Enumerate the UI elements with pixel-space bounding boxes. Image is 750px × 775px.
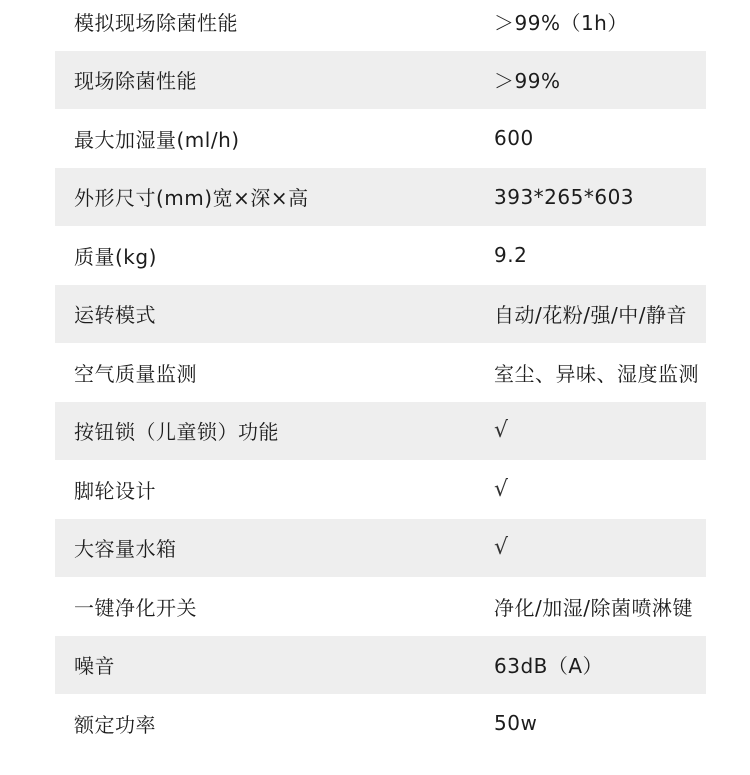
spec-row-rated-power bbox=[55, 694, 706, 753]
spec-value: 室尘、异味、湿度监测 bbox=[494, 361, 699, 386]
spec-label: 运转模式 bbox=[74, 303, 156, 328]
spec-label: 噪音 bbox=[74, 654, 115, 679]
spec-label: 模拟现场除菌性能 bbox=[74, 10, 238, 35]
spec-table bbox=[55, 0, 706, 753]
check-mark-icon: √ bbox=[494, 476, 509, 502]
spec-row-one-key-switch bbox=[55, 577, 706, 636]
spec-value: 393*265*603 bbox=[494, 184, 635, 209]
spec-value: 50w bbox=[494, 711, 538, 736]
spec-label: 空气质量监测 bbox=[74, 361, 197, 386]
spec-row-dimensions bbox=[55, 168, 706, 227]
spec-label: 最大加湿量(ml/h) bbox=[74, 127, 240, 152]
spec-label: 额定功率 bbox=[74, 712, 156, 737]
spec-row-sim-sterilization bbox=[55, 0, 706, 51]
spec-row-noise bbox=[55, 636, 706, 695]
spec-row-water-tank bbox=[55, 519, 706, 578]
spec-row-field-sterilization bbox=[55, 51, 706, 110]
spec-row-weight bbox=[55, 226, 706, 285]
spec-value: 净化/加湿/除菌喷淋键 bbox=[494, 595, 693, 620]
spec-label: 现场除菌性能 bbox=[74, 69, 197, 94]
spec-label: 一键净化开关 bbox=[74, 595, 197, 620]
spec-row-caster-design bbox=[55, 460, 706, 519]
spec-value: ＞99%（1h） bbox=[494, 10, 628, 35]
spec-value: 63dB（A） bbox=[494, 654, 604, 679]
spec-value: 自动/花粉/强/中/静音 bbox=[494, 303, 687, 328]
check-mark-icon: √ bbox=[494, 418, 509, 444]
spec-value: ＞99% bbox=[494, 69, 561, 94]
spec-label: 大容量水箱 bbox=[74, 537, 177, 562]
spec-label: 脚轮设计 bbox=[74, 478, 156, 503]
spec-value: 9.2 bbox=[494, 243, 528, 268]
spec-value: 600 bbox=[494, 126, 534, 151]
spec-label: 按钮锁（儿童锁）功能 bbox=[74, 420, 279, 445]
spec-label: 外形尺寸(mm)宽×深×高 bbox=[74, 186, 309, 211]
spec-row-air-quality-monitoring bbox=[55, 343, 706, 402]
spec-row-max-humidification bbox=[55, 109, 706, 168]
spec-row-child-lock bbox=[55, 402, 706, 461]
check-mark-icon: √ bbox=[494, 535, 509, 561]
spec-label: 质量(kg) bbox=[74, 244, 157, 269]
spec-row-operation-mode bbox=[55, 285, 706, 344]
